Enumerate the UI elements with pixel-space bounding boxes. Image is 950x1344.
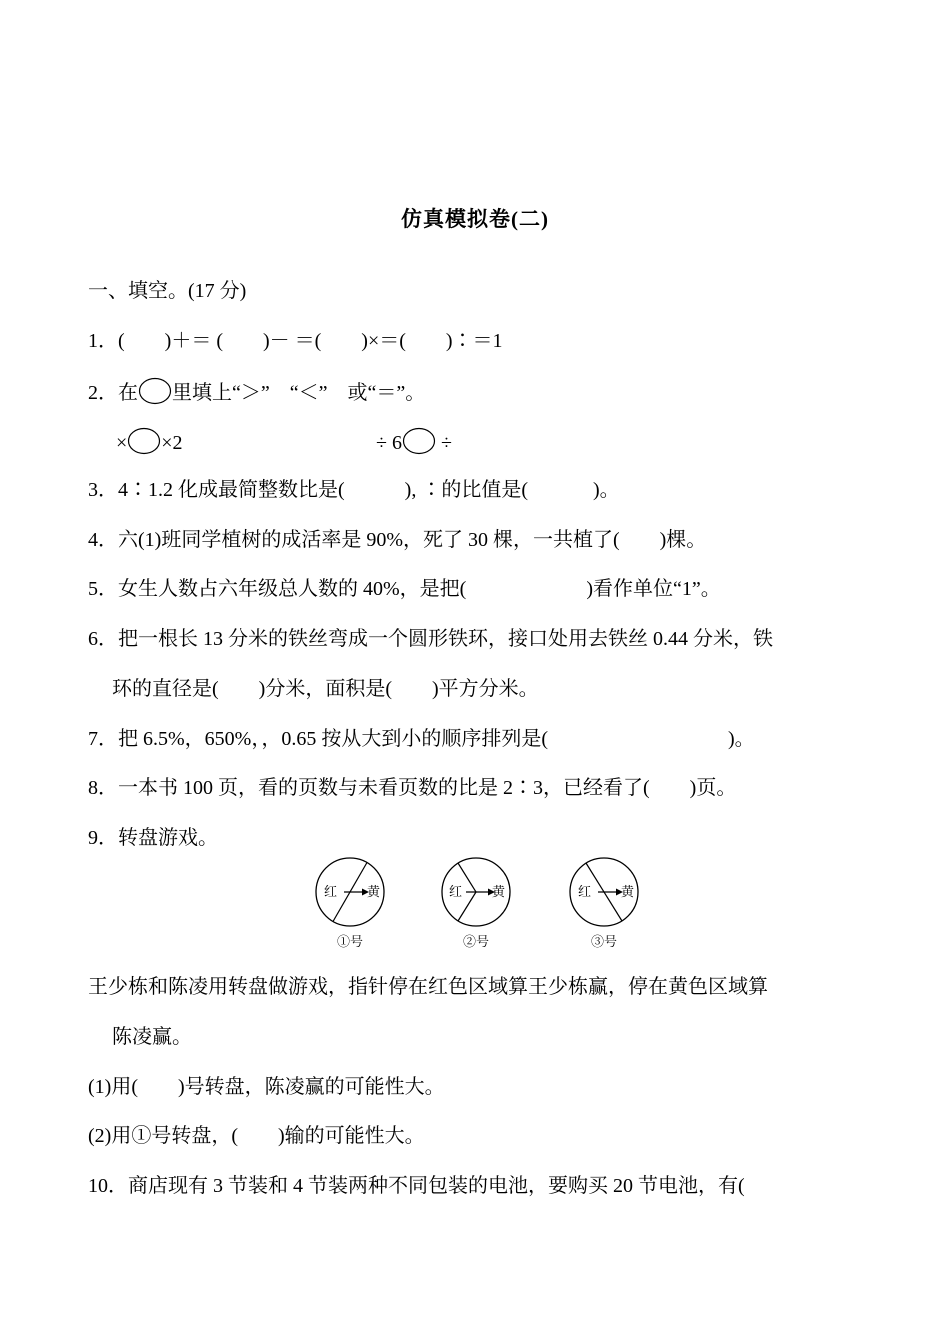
- spinner-1-number: ①号: [336, 934, 363, 949]
- spinner-3-number: ③号: [590, 934, 617, 949]
- question-9-sub-2: (2)用①号转盘，( )输的可能性大。: [88, 1125, 425, 1147]
- question-5: 5．女生人数占六年级总人数的 40%，是把( )看作单位“1”。: [88, 578, 721, 600]
- question-6-line-2: 环的直径是( )分米，面积是( )平方分米。: [112, 678, 539, 700]
- question-3: 3．4∶1.2 化成最简整数比是( ), ∶的比值是( )。: [88, 479, 620, 501]
- question-2: [88, 377, 425, 412]
- spinner-2: [436, 852, 516, 952]
- spinner-2-red-label: 红: [449, 884, 463, 899]
- question-9-sub-1: (1)用( )号转盘，陈凌赢的可能性大。: [88, 1076, 445, 1098]
- page-title: 仿真模拟卷(二): [401, 207, 549, 231]
- spinner-figures: [300, 852, 660, 952]
- question-8: 8．一本书 100 页，看的页数与未看页数的比是 2∶3，已经看了( )页。: [88, 777, 737, 799]
- spinner-1: [310, 852, 390, 952]
- spinner-1-red-label: 红: [324, 884, 338, 899]
- question-9-description-2: 陈凌赢。: [112, 1026, 192, 1048]
- compare-circle-icon: [138, 377, 172, 412]
- question-1: 1．( )＋＝ ( )－ ＝( )×＝( )∶＝1: [88, 330, 503, 352]
- spinner-2-number: ②号: [462, 934, 489, 949]
- question-9: 9．转盘游戏。: [88, 827, 218, 849]
- compare-left-a: ×: [116, 432, 128, 454]
- question-10: 10．商店现有 3 节装和 4 节装两种不同包装的电池，要购买 20 节电池，有(: [88, 1175, 745, 1197]
- spinner-2-yellow-label: 黄: [492, 884, 506, 899]
- question-2-prefix: 2．在: [88, 382, 138, 404]
- spinner-3: [564, 852, 644, 952]
- spinner-1-yellow-label: 黄: [367, 884, 381, 899]
- question-2-compare-left: [116, 427, 183, 462]
- compare-right-a: ÷ 6: [376, 432, 402, 454]
- question-4: 4．六(1)班同学植树的成活率是 90%，死了 30 棵，一共植了( )棵。: [88, 529, 707, 551]
- compare-circle-icon: [127, 427, 161, 462]
- compare-right-b: ÷: [435, 432, 452, 454]
- spinner-3-red-label: 红: [578, 884, 592, 899]
- question-6-line-1: 6．把一根长 13 分米的铁丝弯成一个圆形铁环，接口处用去铁丝 0.44 分米，铁: [88, 628, 773, 650]
- compare-left-b: ×2: [161, 432, 183, 454]
- question-7: 7．把 6.5%，650%，，0.65 按从大到小的顺序排列是( )。: [88, 728, 755, 750]
- spinner-3-yellow-label: 黄: [621, 884, 635, 899]
- question-2-suffix: 里填上“＞” “＜” 或“＝”。: [172, 382, 426, 404]
- question-2-compare-right: [376, 427, 452, 462]
- question-9-description-1: 王少栋和陈凌用转盘做游戏，指针停在红色区域算王少栋赢，停在黄色区域算: [88, 976, 768, 998]
- section-heading-fill-blank: 一、填空。(17 分): [88, 280, 247, 302]
- compare-circle-icon: [402, 427, 436, 462]
